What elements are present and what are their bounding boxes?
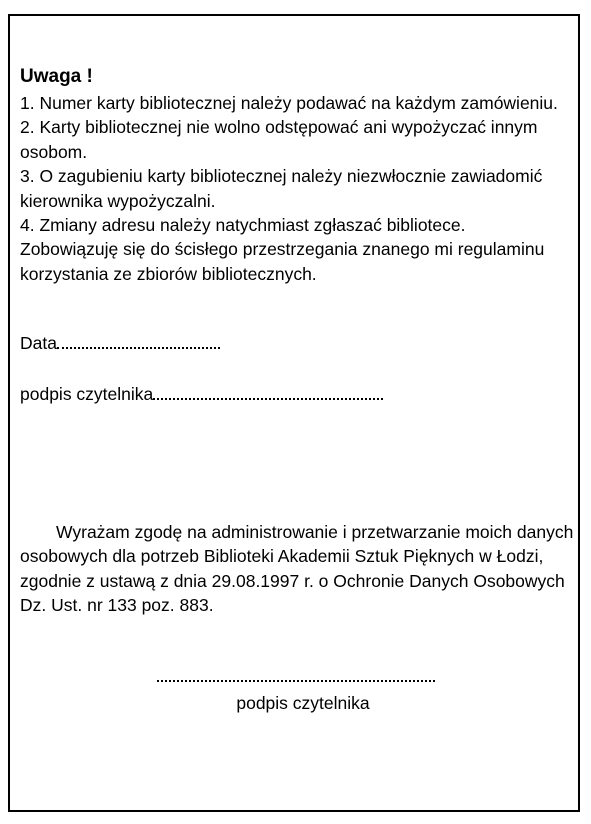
reader-signature-dotted-line (153, 384, 383, 400)
consent-signature-label: podpis czytelnika (236, 693, 370, 713)
rule-item: 1. Numer karty bibliotecznej należy podawać na każdym zamówieniu. (20, 93, 558, 113)
consent-signature-dotted-line (157, 680, 435, 682)
rule-item: 3. O zagubieniu karty bibliotecznej należy niezwłocznie zawiadomić kierownika wypożyczalni. (20, 166, 543, 211)
notice-heading: Uwaga ! (20, 66, 93, 87)
rule-item: 2. Karty bibliotecznej nie wolno odstępować ani wypożyczać innym osobom. (20, 117, 538, 162)
library-card-document (8, 14, 580, 812)
date-dotted-line (57, 333, 220, 349)
reader-signature-label: podpis czytelnika (20, 384, 154, 404)
reader-signature-field (20, 383, 383, 405)
rule-item: 4. Zmiany adresu należy natychmiast zgłaszać bibliotece. (20, 215, 466, 236)
date-field (20, 332, 220, 354)
consent-signature-caption (10, 692, 582, 714)
rules-list (20, 91, 575, 286)
date-label: Data (20, 333, 57, 353)
data-consent-statement: Wyrażam zgodę na administrowanie i przetwarzanie moich danych osobowych dla potrzeb Biblioteki Akademii Sztuk Pięknych w Łodzi, zgodnie z ustawą z dnia 29.08.1997 r. o Ochronie Danych Osobowych Dz. Ust. nr 133 poz. 883. (20, 522, 574, 616)
commitment-statement: Zobowiązuję się do ścisłego przestrzegania znanego mi regulaminu korzystania ze zbiorów bibliotecznych. (20, 239, 545, 284)
